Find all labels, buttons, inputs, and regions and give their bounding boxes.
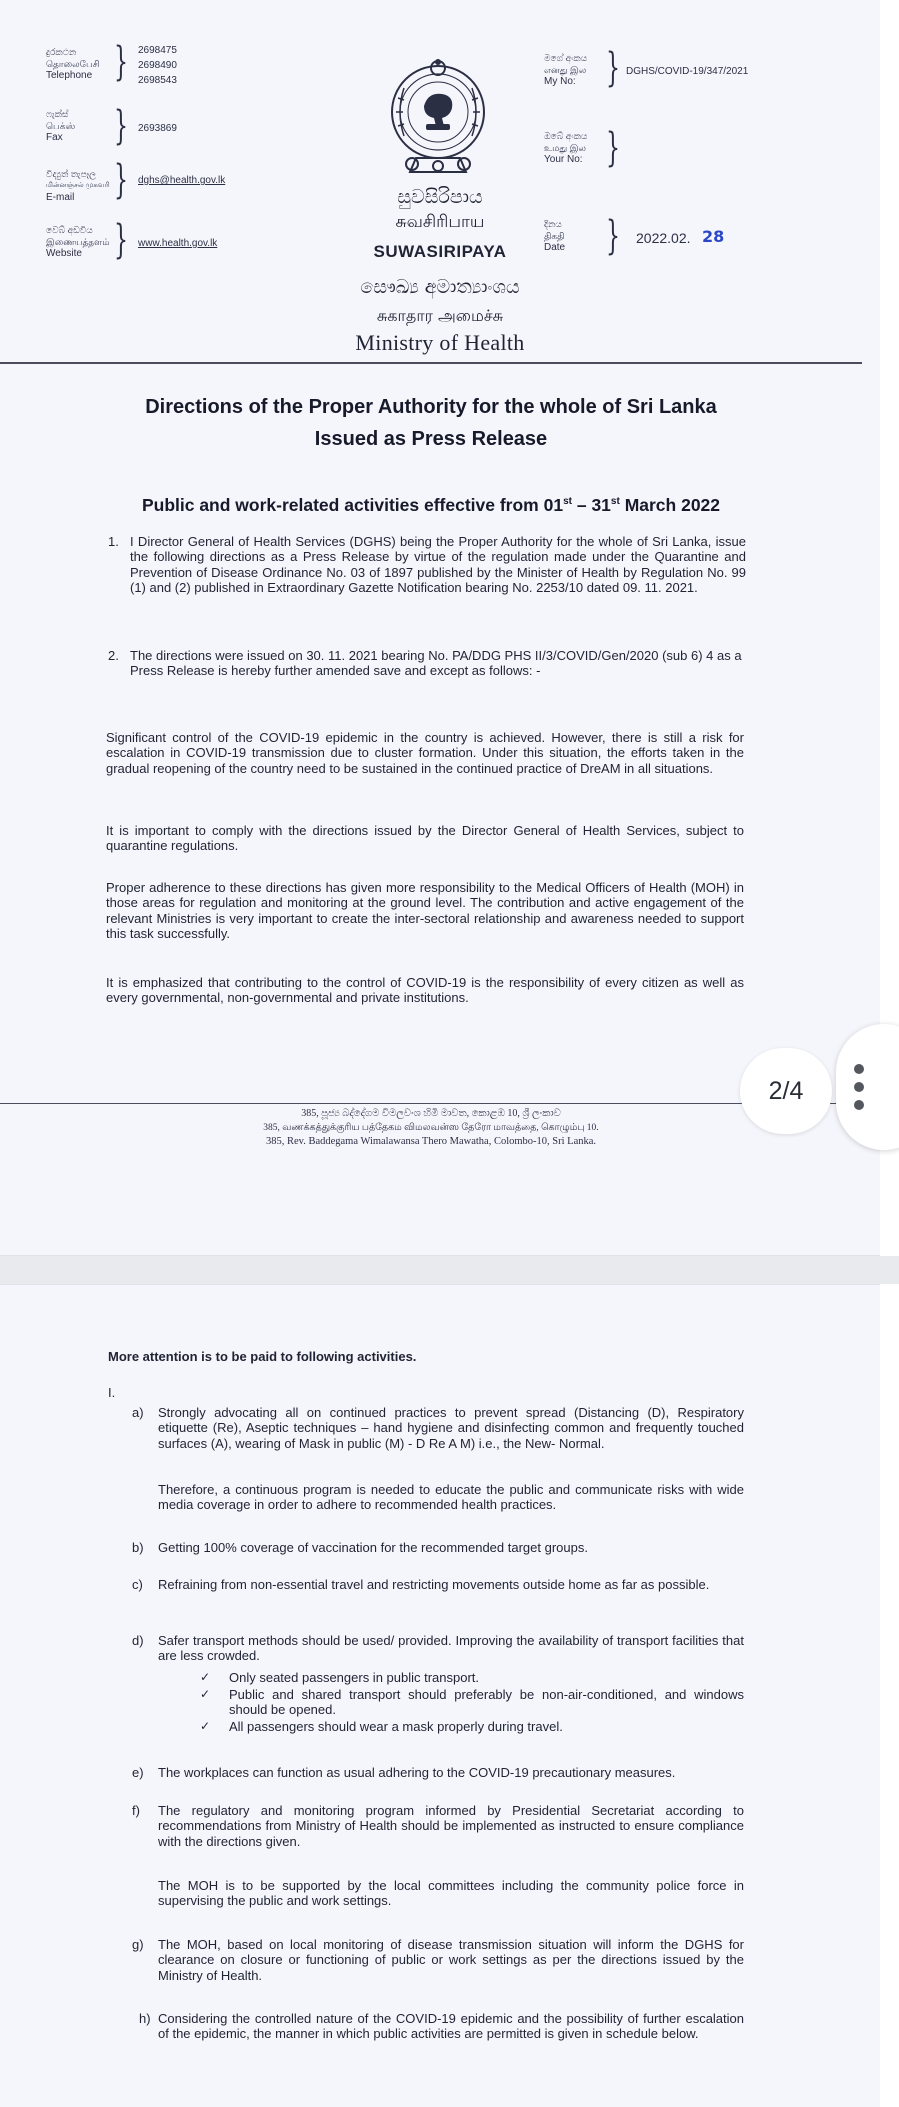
fax-label-si: ෆැක්ස් (46, 109, 69, 119)
section-heading: More attention is to be paid to following activities. (108, 1349, 417, 1364)
telephone-label-si: දුරකථන (46, 47, 77, 57)
list-item-note: Therefore, a continuous program is needed to educate the public and communicate risks with wide media coverage in order to adhere to recommended health practices. (158, 1482, 744, 1513)
fax-label-en: Fax (46, 132, 63, 143)
list-item-note: The MOH is to be supported by the local committees including the community police force in supervising the public and work settings. (158, 1878, 744, 1909)
check-icon: ✓ (200, 1719, 211, 1733)
list-item-text: The regulatory and monitoring program informed by Presidential Secretariat according to recommendations from Ministry of Health should be implemented as instructed to ensure compliance with the directions given. (158, 1803, 744, 1849)
ministry-sinhala: සෞඛ්‍ය අමාත්‍යාංශය (360, 276, 520, 298)
footer-divider (0, 1103, 862, 1104)
document-title-line-2: Issued as Press Release (314, 428, 548, 450)
telephone-number-2: 2698490 (138, 60, 177, 71)
document-title: Directions of the Proper Authority for the whole of Sri Lanka (145, 396, 717, 418)
list-item-text: Refraining from non-essential travel and restricting movements outside home as far as possible. (158, 1577, 710, 1592)
telephone-label-en: Telephone (46, 70, 93, 81)
document-page-2: More attention is to be paid to following activities. I. a) Strongly advocating all on continued practices to prevent spread (Distancing (D), Respiratory etiquette (Re), Aseptic techniques – hand hygiene and disinfecting common and frequently touched surfaces (A), wearing of Mask in public (M) - D Re A M) i.e., the New- Normal. Therefore, a continuous program is needed to educate the public and communicate risks with wide media coverage in order to adhere to recommended health practices. b) Getting 100% coverage of vaccination for the recommended target groups. c) Refraining from non-essential travel and restricting movements outside home as far as possible. d) Safer transport methods should be used/ provided. Improving the availability of transport facilities that are less crowded. ✓ Only seated passengers in public transport. ✓ Public and shared transport should preferably be non-air-conditioned, and windows should be opened. ✓ All passengers should wear a mask properly during travel. e) The workplaces can function as usual adhering to the COVID-19 precautionary measures. f) The regulatory and monitoring program informed by Presidential Secretariat according to recommendations from Ministry of Health should be implemented as instructed to ensure compliance with the directions given. The MOH is to be supported by the local committees including the community police force in supervising the public and work settings. g) The MOH, based on local monitoring of disease transmission situation will inform the DGHS for clearance on closure or functioning of public or work settings as per the directions issued by the Ministry of Health. h) Considering the controlled nature of the COVID-19 epidemic and the possibility of further escalation of the epidemic, the manner in which public activities are permitted is given in schedule below. (0, 1284, 880, 2107)
telephone-number-3: 2698543 (138, 75, 177, 86)
brace-icon: } (114, 39, 128, 85)
brace-icon: } (114, 217, 128, 263)
list-item-text: Considering the controlled nature of the COVID-19 epidemic and the possibility of further escalation of the epidemic, the manner in which public activities are permitted is given in schedule below. (158, 2011, 744, 2042)
date-value: 2022.02. (636, 230, 691, 246)
telephone-number-1: 2698475 (138, 45, 177, 56)
your-no-label-si: ඔබේ අංකය (544, 131, 588, 141)
my-no-label-ta: எனது இல (544, 65, 587, 75)
paragraph: Proper adherence to these directions has given more responsibility to the Medical Officers of Health (MOH) in those areas for regulation and monitoring at the ground level. The contribution and active engagement of the relevant Ministries is very important to create the inter-sectoral relationship and awareness needed to support this task successfully. (106, 880, 744, 942)
fax-label-ta: பெக்ஸ் (46, 121, 76, 131)
crest-english: SUWASIRIPAYA (373, 242, 507, 261)
email-label-si: විද්‍යුත් තැපෑල (46, 169, 97, 179)
brace-icon: } (606, 125, 620, 171)
my-no-label-si: මගේ අංකය (544, 53, 588, 63)
my-no-value: DGHS/COVID-19/347/2021 (626, 66, 749, 77)
my-no-label-en: My No: (544, 76, 576, 87)
brace-icon: } (606, 45, 620, 91)
brace-icon: } (606, 213, 620, 259)
letterhead-divider (0, 362, 862, 364)
date-label-en: Date (544, 242, 566, 253)
crest-tamil: சுவசிரிபாய (395, 212, 485, 232)
website-label-ta: இணையத்தளம் (46, 237, 110, 247)
ministry-english: Ministry of Health (355, 330, 525, 355)
paragraph: It is emphasized that contributing to the control of COVID-19 is the responsibility of every citizen as well as every governmental, non-governmental and private institutions. (106, 975, 744, 1006)
list-item-text: Strongly advocating all on continued practices to prevent spread (Distancing (D), Respiratory etiquette (Re), Aseptic techniques – hand hygiene and disinfecting common and frequently touched surfaces (A), wearing of Mask in public (M) - D Re A M) i.e., the New- Normal. (158, 1405, 744, 1451)
date-label-si: දිනය (544, 219, 562, 229)
ministry-tamil: சுகாதார அமைச்சு (376, 306, 504, 325)
website-label-si: වෙබ් අඩවිය (46, 225, 93, 235)
your-no-label-ta: உமது இல (544, 143, 586, 153)
list-item-text: Safer transport methods should be used/ provided. Improving the availability of transport facilities that are less crowded. (158, 1633, 744, 1664)
date-label-ta: திகதி (544, 231, 565, 241)
list-item-text: Getting 100% coverage of vaccination for the recommended target groups. (158, 1540, 588, 1555)
crest-sinhala: සුවසිරිපාය (397, 186, 483, 208)
telephone-label-ta: தொலைபேசி (46, 59, 100, 69)
item-text: The directions were issued on 30. 11. 2021 bearing No. PA/DDG PHS II/3/COVID/Gen/2020 (sub 6) 4 as a Press Release is hereby further amended save and except as follows: - (130, 648, 742, 679)
item-number: 1. (108, 534, 119, 549)
national-emblem-icon (376, 54, 500, 184)
item-text: I Director General of Health Services (DGHS) being the Proper Authority for the whole of Sri Lanka, issue the following directions as a Press Release by virtue of the regulation made under the Quarantine and Prevention of Disease Ordinance No. 03 of 1897 published by the Minister of Health by Regulation No. 99 (1) and (2) published in Extraordinary Gazette Notification bearing No. 2253/10 dated 09. 11. 2021. (130, 534, 746, 596)
page-gap (0, 1256, 899, 1284)
email-label-ta: மின்னஞ்சல் முகவரி (46, 182, 110, 189)
check-icon: ✓ (200, 1687, 211, 1701)
more-vertical-icon[interactable] (836, 1024, 899, 1150)
website-link[interactable]: www.health.gov.lk (138, 238, 218, 249)
your-no-label-en: Your No: (544, 154, 583, 165)
paragraph: It is important to comply with the directions issued by the Director General of Health Services, subject to quarantine regulations. (106, 823, 744, 854)
fax-number: 2693869 (138, 123, 177, 134)
brace-icon: } (114, 157, 128, 203)
footer-address-en: 385, Rev. Baddegama Wimalawansa Thero Mawatha, Colombo-10, Sri Lanka. (265, 1136, 597, 1147)
list-item-text: The MOH, based on local monitoring of disease transmission situation will inform the DGHS for clearance on closure or functioning of public or work settings as per the directions issued by the Ministry of Health. (158, 1937, 744, 1983)
footer-address-ta: 385, வணக்கத்துக்குரிய பத்தேகம விமலவன்ஸ தேரோ மாவத்தை, கொழும்பு 10. (263, 1123, 599, 1133)
roman-numeral: I. (108, 1385, 116, 1400)
website-label-en: Website (46, 248, 82, 259)
email-label-en: E-mail (46, 192, 75, 203)
paragraph: Significant control of the COVID-19 epidemic in the country is achieved. However, there is still a risk for escalation in COVID-19 transmission due to cluster formation. Under this situation, the efforts taken in the gradual reopening of the country need to be sustained in the continued practice of DreAM in all situations. (106, 730, 744, 776)
footer-address-si: 385, පූජ්‍ය බද්දේගම විමලවංශ හිමි මාවත, කොළඹ 10, ශ්‍රී ලංකාව (301, 1108, 561, 1119)
brace-icon: } (114, 103, 128, 149)
email-link[interactable]: dghs@health.gov.lk (138, 175, 226, 186)
date-handwritten: 28 (702, 227, 725, 246)
page-indicator: 2/4 (740, 1048, 832, 1134)
check-icon: ✓ (200, 1670, 211, 1684)
item-number: 2. (108, 648, 119, 663)
list-item-text: The workplaces can function as usual adhering to the COVID-19 precautionary measures. (158, 1765, 676, 1780)
document-subtitle: Public and work-related activities effective from 01st – 31st March 2022 (141, 495, 721, 515)
